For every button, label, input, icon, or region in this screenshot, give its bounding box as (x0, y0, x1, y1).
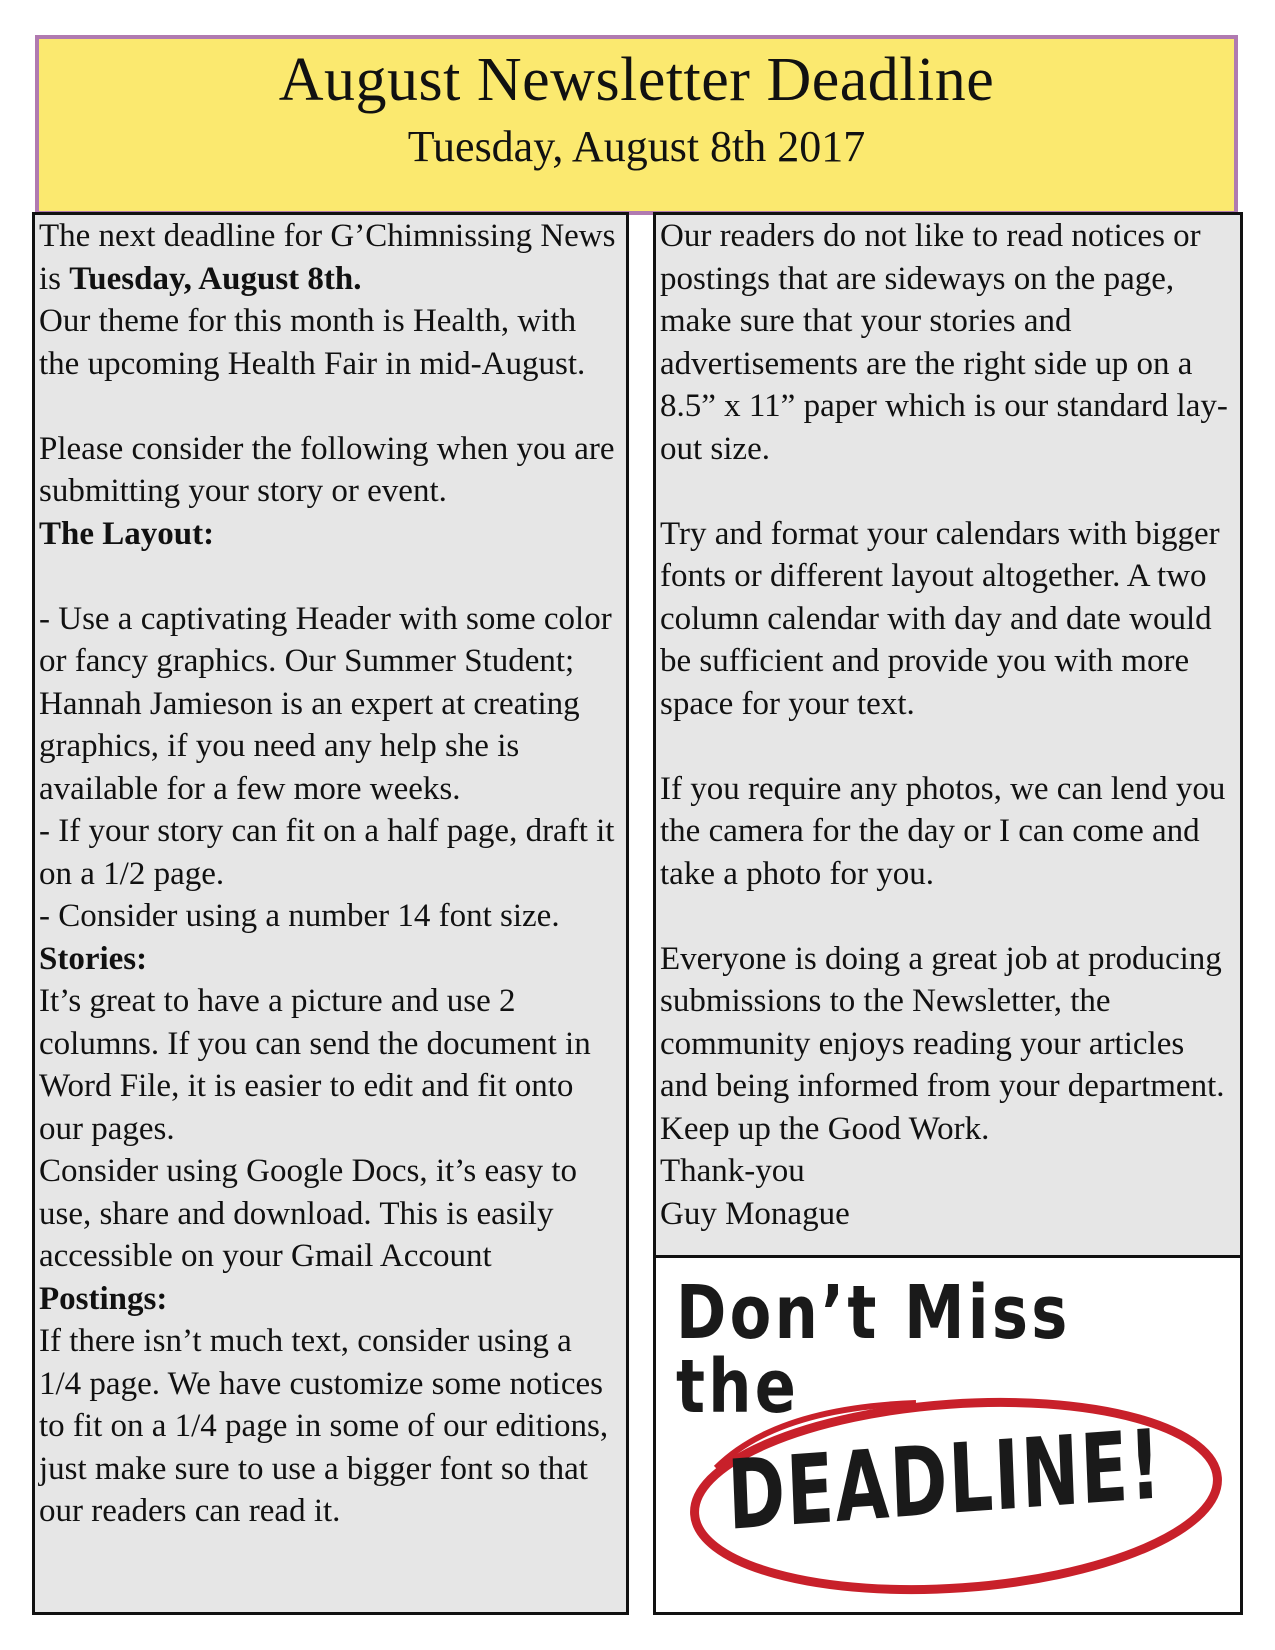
page-title: August Newsletter Deadline (278, 46, 995, 114)
theme-paragraph: Our theme for this month is Health, with the upcoming Health Fair in mid-August. (39, 303, 586, 382)
layout-item-font-size: - Consider using a number 14 font size. (39, 898, 560, 934)
intro-paragraph (39, 215, 622, 300)
postings-heading-text: Postings: (39, 1280, 168, 1317)
postings-paragraph: If there isn’t much text, consider using a 1/4 page. We have customize some notices to fit on a 1/4 page in some of our editions, just make sure to use a bigger font so that our readers can read it. (39, 1323, 609, 1529)
consider-paragraph: Please consider the following when you are submitting your story or event. (39, 430, 615, 509)
layout-heading-text: The Layout: (39, 515, 215, 552)
right-column (653, 212, 1243, 1258)
sideways-paragraph: Our readers do not like to read notices or postings that are sideways on the page, make sure that your stories and advertisements are the right side up on a 8.5” x 11” paper which is our standard lay-out size. (660, 218, 1228, 467)
layout-item-header: - Use a captivating Header with some color or fancy graphics. Our Summer Student; Hannah Jamieson is an expert at creating graphics, if you need any help she is available for a few more weeks. (39, 600, 612, 807)
intro-text: The next deadline for G’Chimnissing News is (39, 218, 616, 297)
closing-text: Thank-you (660, 1153, 805, 1189)
stories-paragraph-2: Consider using Google Docs, it’s easy to use, share and download. This is easily accessible on your Gmail Account (39, 1153, 578, 1274)
calendar-paragraph: Try and format your calendars with bigger fonts or different layout altogether. A two column calendar with day and date would be sufficient and provide you with more space for your text. (660, 515, 1220, 722)
spacer (660, 470, 1236, 513)
spacer (39, 385, 622, 428)
layout-item-half-page: - If your story can fit on a half page, draft it on a 1/2 page. (39, 813, 615, 892)
left-column (32, 212, 629, 1615)
newsletter-header (35, 35, 1238, 215)
spacer (39, 555, 622, 598)
graphic-line-2: DEADLINE! (725, 1408, 1165, 1552)
postings-heading (39, 1278, 622, 1321)
stories-heading (39, 938, 622, 981)
signature-text: Guy Monague (660, 1195, 850, 1232)
stories-heading-text: Stories: (39, 940, 148, 977)
photos-paragraph: If you require any photos, we can lend you the camera for the day or I can come and take a photo for you. (660, 770, 1226, 892)
stories-paragraph-1: It’s great to have a picture and use 2 columns. If you can send the document in Word File, it is easier to edit and fit onto our pages. (39, 983, 591, 1147)
spacer (660, 725, 1236, 768)
dont-miss-deadline-graphic (653, 1255, 1243, 1615)
graphic-line-1: Don’t Miss the (676, 1270, 1071, 1430)
intro-deadline-bold: Tuesday, August 8th. (69, 260, 362, 297)
spacer (660, 895, 1236, 938)
layout-heading (39, 513, 622, 556)
thanks-paragraph: Everyone is doing a great job at producing submissions to the Newsletter, the community enjoys reading your articles and being informed from your department. Keep up the Good Work. (660, 940, 1225, 1147)
deadline-date: Tuesday, August 8th 2017 (407, 122, 866, 171)
